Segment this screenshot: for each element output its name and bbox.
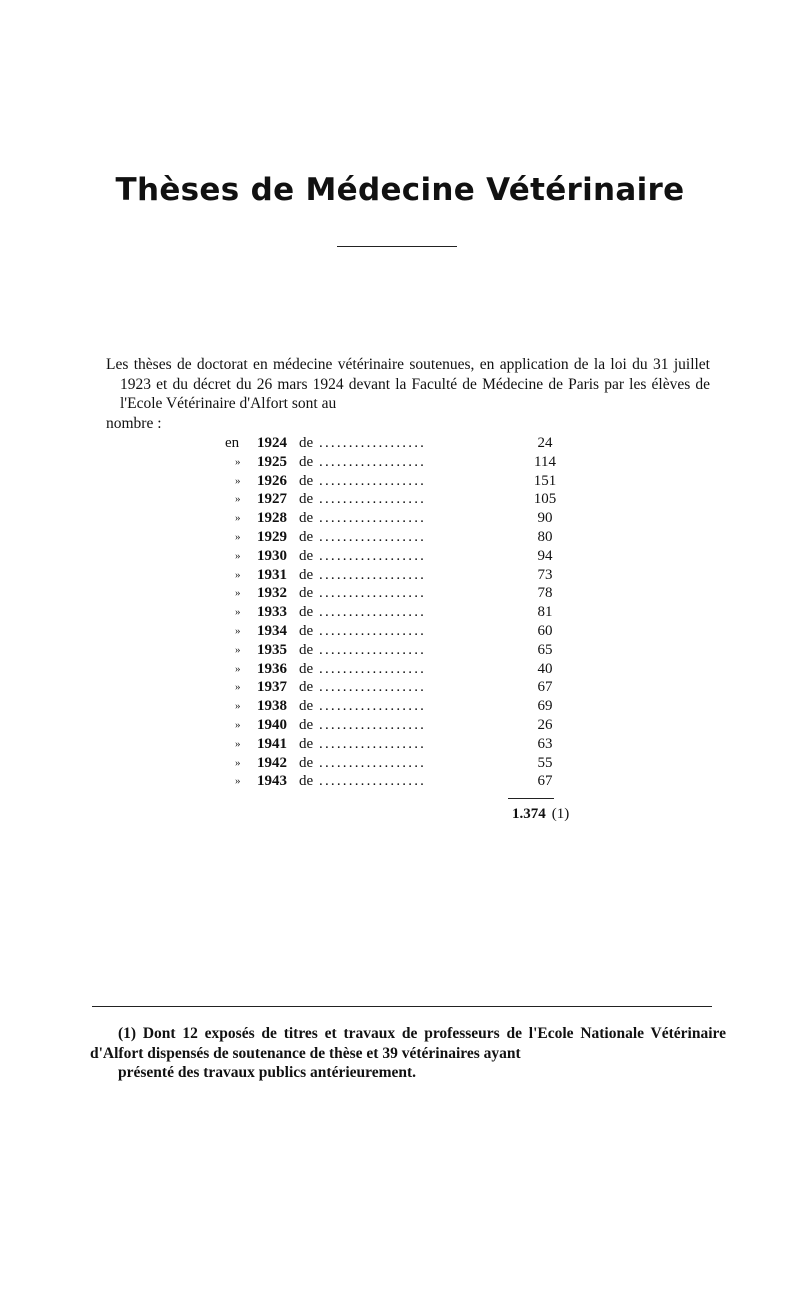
row-leader-dots: .................. <box>319 735 427 752</box>
footnote-text: (1) Dont 12 exposés de titres et travaux de professeurs de l'Ecole Nationale Vétérinaire d'Alfort dispensés de soutenance de thèse et 39 vétérinaires ayant <box>90 1025 726 1062</box>
row-prefix: » <box>235 606 241 619</box>
row-de: de <box>299 566 314 583</box>
row-count: 81 <box>537 604 553 621</box>
page-title: Thèses de Médecine Vétérinaire <box>115 172 685 208</box>
row-count: 69 <box>537 698 553 715</box>
row-count: 60 <box>537 622 553 639</box>
row-count: 73 <box>537 566 553 583</box>
row-de: de <box>299 491 314 508</box>
row-de: de <box>299 622 314 639</box>
row-count: 67 <box>537 679 553 696</box>
row-de: de <box>299 547 314 564</box>
table-row <box>225 453 585 472</box>
table-row <box>225 660 585 679</box>
row-de: de <box>299 773 314 790</box>
row-leader-dots: .................. <box>319 585 427 602</box>
row-prefix: » <box>235 643 241 656</box>
table-row <box>225 678 585 697</box>
row-prefix: » <box>235 737 241 750</box>
row-prefix: » <box>235 681 241 694</box>
row-year: 1937 <box>257 679 287 696</box>
row-count: 65 <box>537 641 553 658</box>
row-prefix: » <box>235 512 241 525</box>
row-prefix: » <box>235 624 241 637</box>
row-year: 1934 <box>257 622 287 639</box>
row-year: 1928 <box>257 510 287 527</box>
intro-paragraph <box>106 355 710 433</box>
title-divider <box>337 246 457 247</box>
row-year: 1926 <box>257 472 287 489</box>
table-row <box>225 622 585 641</box>
total-value: 1.374 <box>512 806 546 822</box>
row-de: de <box>299 510 314 527</box>
row-prefix: » <box>235 718 241 731</box>
total-line <box>512 806 569 823</box>
row-leader-dots: .................. <box>319 622 427 639</box>
row-de: de <box>299 435 314 451</box>
table-row <box>225 434 585 453</box>
table-row <box>225 528 585 547</box>
row-year: 1925 <box>257 453 287 470</box>
row-de: de <box>299 604 314 621</box>
row-year: 1930 <box>257 547 287 564</box>
table-row <box>225 735 585 754</box>
intro-text: Les thèses de doctorat en médecine vétérinaire soutenues, en application de la loi du 31 juillet 1923 et du décret du 26 mars 1924 devant la Faculté de Médecine de Paris par les élèves de l'Ecole Vétérinaire d'Alfort sont au <box>106 356 710 412</box>
row-leader-dots: .................. <box>319 641 427 658</box>
row-count: 94 <box>537 547 553 564</box>
table-row <box>225 547 585 566</box>
row-leader-dots: .................. <box>319 435 427 451</box>
intro-tail: nombre : <box>106 414 162 432</box>
row-year: 1924 <box>257 435 287 451</box>
row-de: de <box>299 735 314 752</box>
row-leader-dots: .................. <box>319 604 427 621</box>
row-count: 78 <box>537 585 553 602</box>
row-prefix: » <box>235 587 241 600</box>
table-row <box>225 697 585 716</box>
row-year: 1936 <box>257 660 287 677</box>
row-de: de <box>299 453 314 470</box>
row-de: de <box>299 660 314 677</box>
row-leader-dots: .................. <box>319 547 427 564</box>
row-count: 26 <box>537 716 553 733</box>
row-de: de <box>299 585 314 602</box>
row-count: 114 <box>534 453 556 470</box>
table-row <box>225 509 585 528</box>
row-leader-dots: .................. <box>319 528 427 545</box>
row-count: 67 <box>537 773 553 790</box>
row-prefix: » <box>235 455 241 468</box>
table-row <box>225 566 585 585</box>
row-de: de <box>299 472 314 489</box>
row-de: de <box>299 679 314 696</box>
table-row <box>225 754 585 773</box>
row-prefix: » <box>235 700 241 713</box>
footnote-tail: présenté des travaux publics antérieurement. <box>118 1064 417 1081</box>
row-leader-dots: .................. <box>319 566 427 583</box>
row-year: 1938 <box>257 698 287 715</box>
table-row <box>225 772 585 791</box>
row-prefix: » <box>235 568 241 581</box>
row-year: 1932 <box>257 585 287 602</box>
row-prefix: » <box>235 493 241 506</box>
row-leader-dots: .................. <box>319 773 427 790</box>
row-year: 1940 <box>257 716 287 733</box>
row-year: 1927 <box>257 491 287 508</box>
row-leader-dots: .................. <box>319 754 427 771</box>
row-prefix: » <box>235 474 241 487</box>
row-de: de <box>299 698 314 715</box>
row-count: 90 <box>537 510 553 527</box>
row-year: 1931 <box>257 566 287 583</box>
row-leader-dots: .................. <box>319 510 427 527</box>
sum-rule <box>508 798 554 799</box>
row-year: 1943 <box>257 773 287 790</box>
row-count: 63 <box>537 735 553 752</box>
row-leader-dots: .................. <box>319 660 427 677</box>
row-de: de <box>299 528 314 545</box>
table-row <box>225 490 585 509</box>
row-prefix: en <box>225 435 240 451</box>
row-leader-dots: .................. <box>319 679 427 696</box>
row-de: de <box>299 716 314 733</box>
row-year: 1933 <box>257 604 287 621</box>
table-row <box>225 584 585 603</box>
row-year: 1929 <box>257 528 287 545</box>
row-count: 55 <box>537 754 553 771</box>
row-prefix: » <box>235 756 241 769</box>
footnote <box>90 1024 726 1083</box>
row-leader-dots: .................. <box>319 491 427 508</box>
table-row <box>225 603 585 622</box>
footnote-divider <box>92 1006 712 1007</box>
total-note-ref: (1) <box>551 806 570 822</box>
row-year: 1942 <box>257 754 287 771</box>
row-prefix: » <box>235 530 241 543</box>
row-year: 1935 <box>257 641 287 658</box>
row-prefix: » <box>235 549 241 562</box>
row-count: 80 <box>537 528 553 545</box>
table-row <box>225 716 585 735</box>
row-count: 24 <box>537 435 553 451</box>
row-year: 1941 <box>257 735 287 752</box>
row-leader-dots: .................. <box>319 698 427 715</box>
row-de: de <box>299 754 314 771</box>
row-leader-dots: .................. <box>319 472 427 489</box>
row-leader-dots: .................. <box>319 453 427 470</box>
row-count: 40 <box>537 660 553 677</box>
row-prefix: » <box>235 775 241 788</box>
row-leader-dots: .................. <box>319 716 427 733</box>
thesis-count-table <box>225 434 585 791</box>
row-de: de <box>299 641 314 658</box>
table-row <box>225 641 585 660</box>
row-count: 105 <box>533 491 557 508</box>
row-count: 151 <box>533 472 557 489</box>
table-row <box>225 472 585 491</box>
row-prefix: » <box>235 662 241 675</box>
